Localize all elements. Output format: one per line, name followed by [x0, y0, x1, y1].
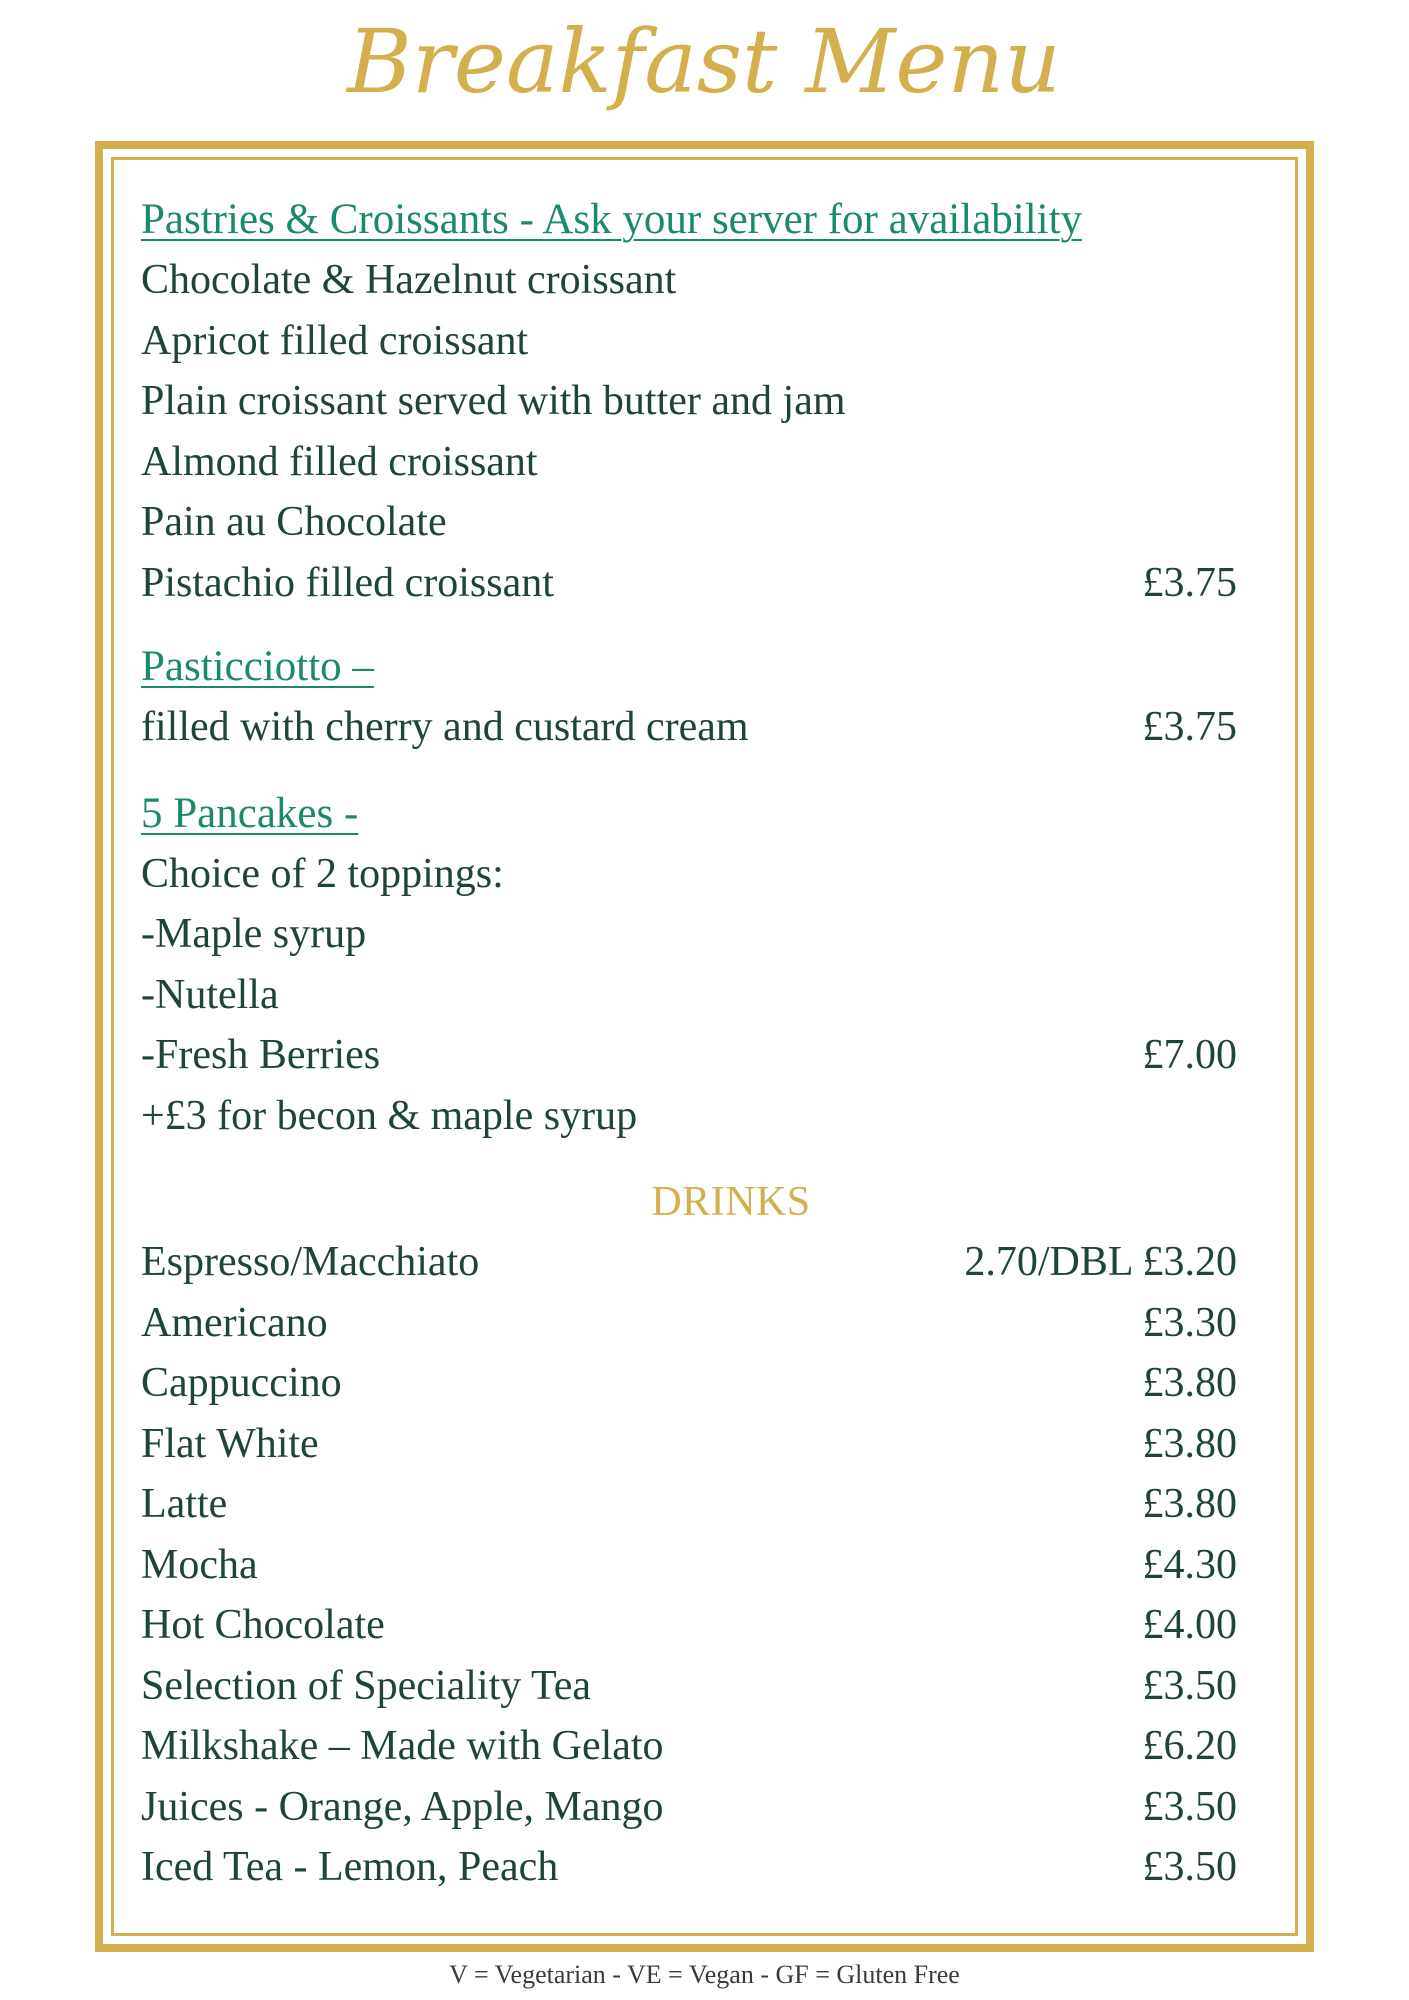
menu-item	[141, 1293, 1261, 1354]
item-name: Apricot filled croissant	[141, 317, 529, 364]
item-name: Latte	[141, 1481, 228, 1527]
pasticciotto-heading: Pasticciotto –	[141, 643, 374, 690]
item-name: Milkshake – Made with Gelato	[141, 1723, 664, 1769]
menu-content	[141, 190, 1261, 1898]
menu-item	[141, 1414, 1261, 1475]
item-name: Americano	[141, 1299, 328, 1346]
menu-item	[141, 432, 1261, 493]
menu-item	[141, 311, 1261, 372]
item-name: Chocolate & Hazelnut croissant	[141, 257, 677, 303]
item-name: Espresso/Macchiato	[141, 1239, 480, 1285]
menu-item	[141, 250, 1261, 311]
menu-item	[141, 1474, 1261, 1535]
item-price: £3.80	[1142, 1360, 1237, 1406]
item-price: £7.00	[1142, 1032, 1237, 1078]
dietary-legend: V = Vegetarian - VE = Vegan - GF = Gluten Free	[449, 1960, 960, 1989]
item-name: Flat White	[141, 1420, 319, 1467]
item-name: Iced Tea - Lemon, Peach	[141, 1844, 559, 1890]
pasticciotto-list	[141, 697, 1261, 758]
menu-item	[141, 697, 1261, 758]
item-name: -Nutella	[141, 971, 279, 1018]
item-name: Selection of Speciality Tea	[141, 1662, 591, 1709]
menu-item	[141, 904, 1261, 965]
item-name: Hot Chocolate	[141, 1602, 385, 1648]
menu-item	[141, 844, 1261, 905]
item-price: £3.50	[1142, 1783, 1237, 1830]
item-name: filled with cherry and custard cream	[141, 704, 749, 750]
menu-item	[141, 492, 1261, 553]
menu-item	[141, 1535, 1261, 1596]
menu-item	[141, 1837, 1261, 1898]
menu-item	[141, 965, 1261, 1026]
menu-title	[0, 0, 1409, 125]
item-price: £3.80	[1142, 1481, 1237, 1527]
menu-item	[141, 1656, 1261, 1717]
item-name: Almond filled croissant	[141, 438, 538, 485]
item-price: £3.30	[1142, 1299, 1237, 1346]
item-price: £3.50	[1142, 1844, 1237, 1890]
item-price: 2.70/DBL £3.20	[964, 1239, 1237, 1285]
menu-item	[141, 1716, 1261, 1777]
pancakes-list	[141, 844, 1261, 1147]
item-price: £3.75	[1142, 704, 1237, 750]
item-name: -Fresh Berries	[141, 1032, 381, 1078]
menu-item	[141, 1777, 1261, 1838]
item-price: £3.75	[1142, 559, 1237, 606]
item-name: -Maple syrup	[141, 911, 367, 957]
item-price: £3.50	[1142, 1662, 1237, 1709]
item-name: Plain croissant served with butter and jam	[141, 378, 846, 424]
menu-item	[141, 1595, 1261, 1656]
drinks-list	[141, 1232, 1261, 1898]
menu-item	[141, 1025, 1261, 1086]
menu-item	[141, 553, 1261, 614]
menu-item	[141, 1353, 1261, 1414]
item-name: Cappuccino	[141, 1360, 342, 1406]
drinks-heading: DRINKS	[651, 1179, 811, 1225]
menu-item	[141, 1086, 1261, 1147]
item-name: Juices - Orange, Apple, Mango	[141, 1783, 664, 1830]
item-name: +£3 for becon & maple syrup	[141, 1092, 638, 1139]
item-price: £6.20	[1142, 1723, 1237, 1769]
item-name: Choice of 2 toppings:	[141, 850, 504, 897]
menu-item	[141, 1232, 1261, 1293]
pastries-list	[141, 250, 1261, 613]
item-price: £4.30	[1142, 1541, 1237, 1588]
item-name: Pain au Chocolate	[141, 499, 447, 545]
menu-item	[141, 371, 1261, 432]
item-name: Mocha	[141, 1541, 258, 1588]
item-name: Pistachio filled croissant	[141, 559, 554, 606]
pastries-heading: Pastries & Croissants - Ask your server for availability	[141, 196, 1083, 243]
item-price: £3.80	[1142, 1420, 1237, 1467]
menu-title-text: Breakfast Menu	[347, 10, 1061, 113]
item-price: £4.00	[1142, 1602, 1237, 1648]
pancakes-heading: 5 Pancakes -	[141, 789, 359, 837]
